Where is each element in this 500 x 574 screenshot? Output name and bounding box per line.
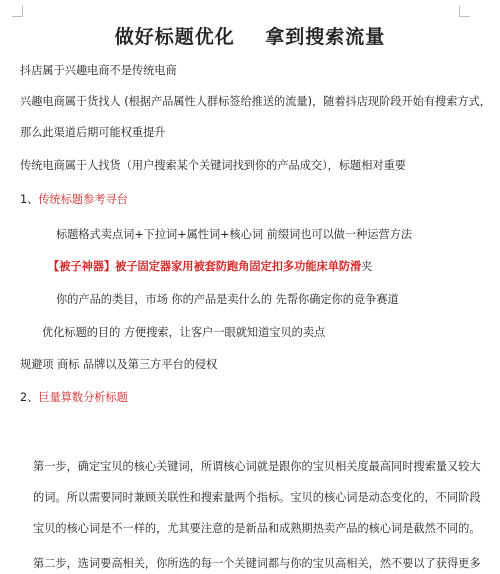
section-2-heading	[20, 390, 128, 406]
paragraph-traditional-ecommerce: 传统电商属于人找货（用户搜索某个关键词找到你的产品成交），标题相对重要	[20, 159, 406, 172]
step-one-paragraph-line3: 宝贝的核心词是不一样的，尤其要注意的是新品和成熟期热卖产品的核心词是截然不同的。	[33, 522, 481, 535]
product-category-line: 你的产品的类目，市场 你的产品是卖什么的 先帮你确定你的竞争赛道	[56, 293, 399, 306]
document-title: 做好标题优化 拿到搜索流量	[114, 26, 386, 48]
section-1-number: 1、	[20, 193, 39, 206]
title-formula-line: 标题格式卖点词+下拉词+属性词+核心词 前缀词也可以做一种运营方法	[56, 228, 413, 241]
paragraph-interest-ecommerce: 抖店属于兴趣电商不是传统电商	[20, 64, 177, 77]
paragraph-goods-find-people-line1: 兴趣电商属于货找人 (根据产品属性人群标签给推送的流量)，随着抖店现阶段开始有搜索方式，	[20, 95, 491, 108]
title-example-tail: 夹	[361, 260, 373, 273]
paragraph-goods-find-people-line2: 那么此渠道后期可能权重提升	[20, 126, 166, 139]
title-example-line	[48, 259, 372, 275]
step-two-paragraph-line1: 第二步，选词要高相关，你所选的每一个关键词都与你的宝贝高相关，然不要以了获得更多	[33, 557, 481, 570]
step-one-paragraph-line2: 的词。所以需要同时兼顾关联性和搜索量两个指标。宝贝的核心词是动态变化的，不同阶段	[33, 491, 481, 504]
avoid-infringement-line: 规避项 商标 品牌以及第三方平台的侵权	[20, 358, 218, 371]
page-corner-mark-right	[459, 6, 470, 17]
section-2-title: 巨量算数分析标题	[38, 391, 128, 404]
section-1-heading	[20, 192, 128, 208]
section-2-number: 2、	[20, 391, 39, 404]
optimization-purpose-line: 优化标题的目的 方便搜索，让客户一眼就知道宝贝的卖点	[42, 326, 326, 339]
page-corner-mark-left	[12, 6, 23, 17]
step-one-paragraph-line1: 第一步，确定宝贝的核心关键词，所谓核心词就是跟你的宝贝相关度最高同时搜索量又较大	[33, 460, 481, 473]
title-example-highlight: 【被子神器】被子固定器家用被套防跑角固定扣多功能床单防滑	[48, 260, 362, 273]
section-1-title: 传统标题参考寻台	[38, 193, 128, 206]
